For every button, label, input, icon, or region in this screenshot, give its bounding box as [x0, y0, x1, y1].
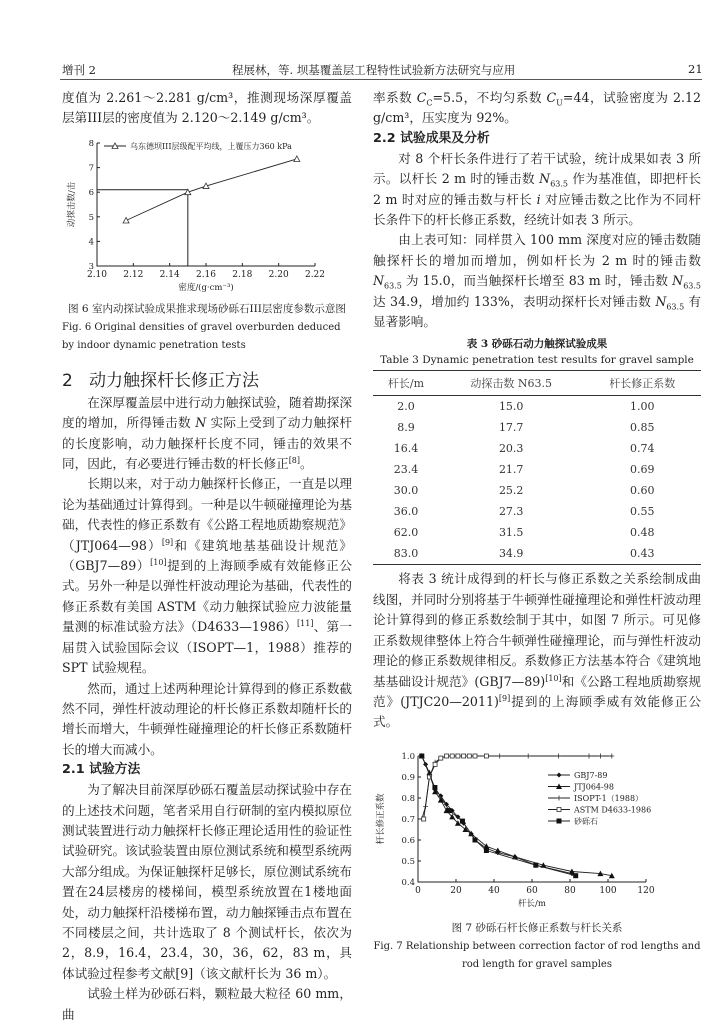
- text-run: 。: [300, 456, 313, 472]
- table-3-caption-cn: 表 3 砂砾石动力触探试验成果: [466, 338, 608, 351]
- text-run: 在深厚覆盖层中进行动力触探试验，随着勘探深度的增加，所得锤击数: [62, 394, 352, 431]
- x-tick-label: 0: [415, 885, 421, 896]
- symbol: 63.5: [666, 302, 685, 312]
- paragraph: [373, 569, 701, 732]
- section-2-2-heading: 2.2 试验成果及分析: [373, 130, 490, 146]
- x-tick-label: 2.14: [159, 269, 180, 280]
- table-row: [373, 459, 701, 480]
- square-marker: [432, 785, 437, 790]
- table-cell: 2.0: [397, 400, 415, 414]
- reference-line: [97, 190, 188, 266]
- y-tick-label: 0.7: [401, 814, 415, 825]
- table-cell: 25.2: [498, 484, 524, 498]
- plus-marker: [609, 753, 614, 758]
- text-run: 和《建筑地基基础设计规范》（GBJ7—89）: [62, 537, 352, 574]
- y-tick-label: 0.6: [401, 835, 415, 846]
- citation: [10]: [545, 673, 562, 683]
- square-open-marker: [450, 754, 454, 758]
- text-run: =44，试验密度为 2.12 g/cm³，压实度为 92%。: [373, 90, 701, 126]
- series-line: [422, 756, 572, 874]
- text-run: 为了解决目前深厚砂砾石覆盖层动探试验中存在的上述技术问题，笔者采用自行研制的室内模拟原位测试装置进行动力触探杆长修正理论适用性的验证性试验研究。该试验装置由原位测试系统和模型系统两大部分组成。为保证触探杆足够长，原位测试系统布置在24层楼房的楼梯间，模型系统放置在1楼地面处，动力触探杆沿楼梯布置，动力触探锤击点布置在不同楼层之间，共计选取了 8 个测试杆长，依次为 2，8.9，16.4，23.4，30，36，62，83 m，具体试验过程参考文献[9]（该文献杆长为 36 m）。: [62, 782, 352, 981]
- section-title: 动力触探杆长修正方法: [89, 370, 260, 391]
- figure-6-caption-cn: 图 6 室内动探试验成果推求现场砂砾石III层密度参数示意图: [68, 302, 346, 315]
- paragraph: [62, 474, 352, 678]
- symbol: i: [536, 191, 541, 207]
- square-open-marker: [433, 762, 437, 766]
- y-tick-label: 6: [88, 188, 94, 199]
- symbol: N: [195, 415, 207, 431]
- header-rule: [60, 79, 702, 80]
- table-cell: 0.43: [583, 543, 701, 565]
- text-run: 度值为 2.261～2.281 g/cm³，推测现场深厚覆盖层第III层的密度值为 2.120～2.149 g/cm³。: [62, 90, 352, 126]
- diamond-marker: [557, 772, 562, 777]
- paragraph: [62, 88, 352, 129]
- table-cell: 30.0: [393, 484, 419, 498]
- symbol: 63.5: [384, 281, 402, 291]
- symbol: N: [655, 293, 667, 309]
- paragraph: [62, 393, 352, 475]
- y-axis-label: 杆长修正系数: [376, 793, 386, 845]
- text-run: 作为基准值，即把杆长 2 m 时对应的锤击数与杆长: [373, 171, 701, 207]
- y-tick-label: 0.9: [401, 772, 415, 783]
- x-tick-label: 20: [450, 885, 462, 896]
- table-row: [373, 396, 701, 418]
- y-tick-label: 0.4: [401, 877, 415, 888]
- series-line: [422, 756, 576, 876]
- text-run: 提到的上海顾季威有效能修正公式。: [373, 693, 701, 730]
- x-tick-label: 2.18: [232, 269, 253, 280]
- table-cell: 62.0: [393, 526, 419, 540]
- figure-6-caption-en: Fig. 6 Original densities of gravel overburden deduced by indoor dynamic penetration tests: [62, 321, 341, 351]
- y-tick-label: 1.0: [401, 751, 415, 762]
- running-title: 程展林，等. 坝基覆盖层工程特性试验新方法研究与应用: [232, 63, 516, 77]
- plus-marker: [587, 753, 592, 758]
- paragraph: [373, 230, 701, 332]
- square-marker: [473, 837, 478, 842]
- y-axis-label: 动探击数/击: [67, 181, 77, 227]
- y-tick-label: 3: [88, 261, 94, 272]
- figure-7-caption-en: Fig. 7 Relationship between correction factor of rod lengths and rod length for gravel samples: [373, 940, 701, 970]
- text-run: 试验土样为砂砾石料，颗粒最大粒径 60 mm，曲: [62, 986, 352, 1022]
- text-run: 由上表可知：同样贯入 100 mm 深度对应的锤击数随触探杆长的增加而增加，例如杆长为 2 m 时的锤击数: [373, 232, 701, 268]
- table-3-caption-en: Table 3 Dynamic penetration test results for gravel sample: [380, 354, 694, 367]
- text-run: 和《公路工程地质勘察规范》(JTJC20—2011): [373, 673, 702, 709]
- square-open-marker: [467, 754, 471, 758]
- square-open-marker: [445, 754, 449, 758]
- square-marker: [419, 753, 424, 758]
- text-run: 提到的上海顾季威有效能修正公式。另外一种是以弹性杆波动理论为基础，代表性的修正系数有美国 ASTM《动力触探试验应力波能量量测的标准试验方法》（D4633—1986）: [62, 558, 352, 635]
- citation: [11]: [297, 619, 314, 629]
- paragraph: [373, 149, 701, 231]
- y-tick-label: 5: [88, 212, 94, 223]
- section-number: 2: [62, 370, 73, 391]
- square-open-marker: [456, 754, 460, 758]
- x-tick-label: 100: [599, 885, 617, 896]
- citation: [8]: [288, 455, 301, 465]
- symbol: N: [539, 171, 551, 187]
- legend-label: ASTM D4633-1986: [574, 805, 652, 815]
- y-tick-label: 0.5: [401, 856, 415, 867]
- paragraph: [62, 780, 352, 984]
- text-run: 为 15.0，而当触探杆长增至 83 m 时，锤击数: [401, 273, 673, 289]
- table-cell: 21.7: [498, 463, 524, 477]
- table-row: [373, 543, 701, 565]
- table-row: [373, 417, 701, 438]
- square-open-marker: [462, 754, 466, 758]
- text-run: 对 8 个杆长条件进行了若干试验，统计成果如表 3 所示。以杆长 2 m 时的锤击数: [373, 150, 701, 187]
- text-run: 达 34.9，增加约 133%，表明动探杆长对锤击数: [373, 293, 656, 309]
- y-tick-label: 7: [88, 163, 94, 174]
- table-cell: 0.85: [629, 421, 655, 435]
- plus-marker: [556, 753, 561, 758]
- x-axis-label: 杆长/m: [518, 898, 546, 909]
- table-row: [373, 480, 701, 501]
- table-cell: 20.3: [498, 442, 524, 456]
- square-open-marker: [473, 754, 477, 758]
- text-run: 将表 3 统计成得到的杆长与修正系数之关系绘制成曲线图，并同时分别将基于牛顿弹性碰撞理论和弹性杆波动理论计算得到的修正系数绘制于其中，如图 7 所示。可见修正系数规律整体上符合牛顿弹性碰撞理论，而与弹性杆波动理论的修正系数规律相反。系数修正方法基本符合《建筑地基基础设计规范》(GBJ7—89): [373, 571, 701, 689]
- y-tick-label: 4: [88, 237, 94, 248]
- table-cell: 17.7: [498, 421, 524, 435]
- table-cell: 0.60: [629, 484, 655, 498]
- legend-label: ISOPT-1（1988）: [574, 793, 644, 803]
- plus-marker: [598, 753, 603, 758]
- symbol: 63.5: [550, 179, 569, 189]
- column-header: 动探击数 N63.5: [439, 371, 584, 396]
- table-3: [373, 370, 701, 565]
- table-cell: 0.48: [629, 526, 655, 540]
- paragraph: [62, 984, 352, 1025]
- figure-7-caption-cn: 图 7 砂砾石杆长修正系数与杆长关系: [451, 921, 623, 934]
- column-header: 杆长/m: [373, 371, 439, 396]
- text-run: 率系数: [373, 90, 417, 105]
- square-open-marker: [439, 756, 443, 760]
- symbol: U: [556, 98, 563, 108]
- plus-marker: [526, 753, 531, 758]
- text-run: 实际上受到了动力触探杆的长度影响，动力触探杆长度不同，锤击的效果不同，因此，有必要进行锤击数的杆长修正: [62, 415, 352, 472]
- square-open-marker: [557, 807, 561, 811]
- x-tick-label: 120: [637, 885, 655, 896]
- legend-label: JTJ064-98: [574, 782, 614, 792]
- table-cell: 23.4: [393, 463, 419, 477]
- symbol: C: [416, 90, 427, 105]
- left-column: [62, 88, 352, 1025]
- figure-6-chart: [62, 135, 352, 295]
- symbol: N: [672, 273, 684, 289]
- x-axis-label: 密度/(g·cm⁻³): [178, 282, 234, 293]
- journal-issue: 增刊 2: [62, 63, 96, 77]
- table-cell: 8.9: [397, 421, 415, 435]
- citation: [9]: [498, 693, 511, 703]
- text-run: 长期以来，对于动力触探杆长修正，一直是以理论为基础通过计算得到。一种是以牛顿碰撞理论为基础，代表性的修正系数有《公路工程地质勘察规范》（JTJ064—98）: [62, 476, 352, 553]
- y-tick-label: 8: [88, 138, 94, 149]
- square-marker: [484, 848, 489, 853]
- legend-label: 砂砾石: [574, 816, 598, 826]
- x-tick-label: 2.10: [86, 269, 108, 280]
- paragraph: [373, 88, 701, 129]
- table-row: [373, 438, 701, 459]
- text-run: =5.5，不均匀系数: [432, 90, 547, 105]
- table-cell: 1.00: [629, 400, 655, 414]
- column-header: 杆长修正系数: [583, 371, 701, 396]
- section-2-1-heading: 2.1 试验方法: [62, 762, 141, 778]
- table-cell: 83.0: [373, 543, 439, 565]
- right-column: [373, 88, 701, 974]
- section-2-heading: [62, 369, 352, 393]
- table-cell: 0.69: [629, 463, 655, 477]
- plus-marker: [557, 795, 562, 800]
- page-number: 21: [688, 62, 703, 76]
- symbol: C: [546, 90, 557, 105]
- square-marker: [573, 873, 578, 878]
- x-tick-label: 80: [564, 885, 576, 896]
- paragraph: [62, 679, 352, 761]
- citation: [9]: [161, 537, 174, 547]
- figure-7-chart: [373, 745, 673, 910]
- table-cell: 0.55: [629, 505, 655, 519]
- x-tick-label: 60: [526, 885, 538, 896]
- text-run: 、第一届贯入试验国际会议（ISOPT—1，1988）推荐的 SPT 试验规程。: [62, 619, 353, 676]
- symbol: N: [373, 273, 385, 289]
- x-tick-label: 40: [488, 885, 500, 896]
- legend-label: GBJ7-89: [574, 770, 608, 780]
- square-marker: [447, 808, 452, 813]
- triangle-open-marker: [294, 156, 300, 162]
- citation: [10]: [150, 557, 167, 567]
- square-open-marker: [484, 754, 488, 758]
- plus-marker: [497, 753, 502, 758]
- square-marker: [460, 818, 465, 823]
- table-cell: 36.0: [393, 505, 419, 519]
- table-cell: 15.0: [498, 400, 524, 414]
- text-run: 然而，通过上述两种理论计算得到的修正系数截然不同，弹性杆波动理论的杆长修正系数却随杆长的增长而增大，牛顿弹性碰撞理论的杆长修正系数随杆长的增大而减小。: [62, 680, 352, 757]
- table-header-row: [373, 371, 701, 396]
- text-run: 对应锤击数之比作为不同杆长条件下的杆长修正系数，经统计如表 3 所示。: [373, 191, 701, 228]
- triangle-open-marker: [123, 217, 129, 223]
- square-marker: [533, 862, 538, 867]
- table-cell: 31.5: [498, 526, 524, 540]
- table-cell: 16.4: [393, 442, 419, 456]
- text-run: 有显著影响。: [373, 293, 701, 330]
- symbol: 63.5: [683, 281, 701, 291]
- table-cell: 0.74: [629, 442, 655, 456]
- x-tick-label: 2.12: [123, 269, 144, 280]
- y-tick-label: 0.8: [401, 793, 415, 804]
- axes: [97, 143, 315, 266]
- triangle-marker: [495, 847, 501, 853]
- x-tick-label: 2.20: [268, 269, 289, 280]
- square-marker: [557, 818, 562, 823]
- square-open-marker: [422, 817, 426, 821]
- table-cell: 34.9: [439, 543, 584, 565]
- legend-label: 乌东德坝III层级配平均线，上覆压力360 kPa: [130, 141, 292, 151]
- table-row: [373, 522, 701, 543]
- table-cell: 27.3: [498, 505, 524, 519]
- x-tick-label: 2.16: [195, 269, 217, 280]
- table-row: [373, 501, 701, 522]
- x-tick-label: 2.22: [304, 269, 326, 280]
- symbol: C: [426, 98, 433, 108]
